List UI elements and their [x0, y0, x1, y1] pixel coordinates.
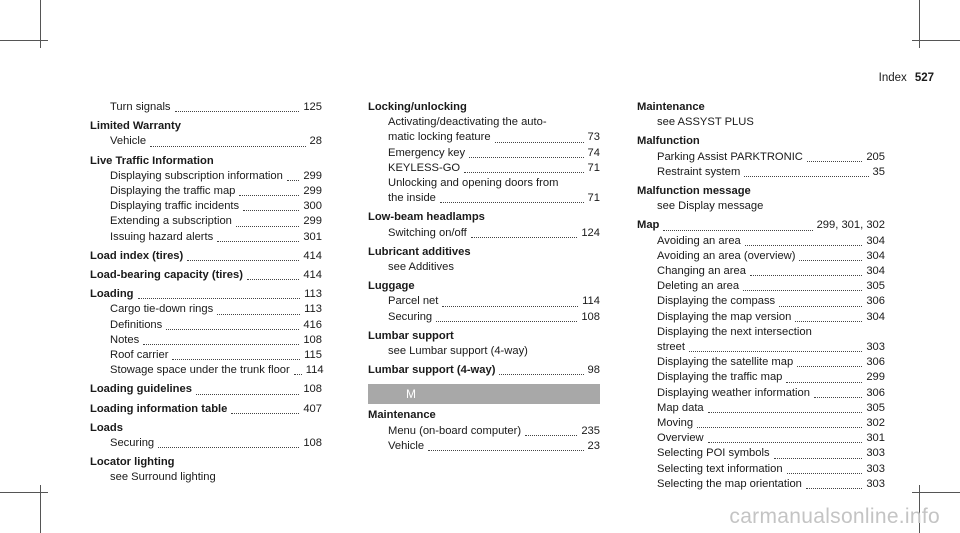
page-reference[interactable]: 301	[303, 230, 322, 243]
page-reference[interactable]: 108	[303, 383, 322, 396]
page-reference[interactable]: 108	[303, 333, 322, 346]
dot-leader	[708, 412, 863, 413]
index-subentry[interactable]	[90, 134, 322, 149]
entry-text: Securing	[388, 310, 433, 323]
page-reference[interactable]: 303	[866, 462, 885, 475]
crop-mark	[912, 492, 960, 493]
page-reference[interactable]: 304	[866, 310, 885, 323]
entry-text: Displaying the satellite map	[657, 356, 794, 369]
entry-text: Changing an area	[657, 265, 746, 278]
entry-text: Activating/deactivating the auto-	[388, 116, 547, 129]
page-reference[interactable]: 108	[581, 310, 600, 323]
entry-text: Vehicle	[110, 135, 147, 148]
index-entry[interactable]	[637, 218, 885, 233]
page-reference[interactable]: 407	[303, 402, 322, 415]
index-entry[interactable]	[90, 402, 322, 417]
page-reference[interactable]: 301	[866, 432, 885, 445]
entry-text: KEYLESS-GO	[388, 161, 461, 174]
dot-leader	[743, 290, 862, 291]
index-subentry[interactable]	[368, 161, 600, 176]
crop-mark	[0, 492, 48, 493]
index-subentry[interactable]	[637, 370, 885, 385]
dot-leader	[787, 473, 863, 474]
page-reference[interactable]: 98	[587, 364, 600, 377]
index-subentry[interactable]	[368, 260, 600, 275]
index-column-3	[637, 100, 885, 492]
index-subentry[interactable]	[637, 355, 885, 370]
dot-leader	[187, 260, 299, 261]
dot-leader	[499, 374, 583, 375]
index-subentry[interactable]	[90, 363, 322, 378]
dot-leader	[175, 111, 300, 112]
index-subentry[interactable]	[637, 325, 885, 340]
watermark: carmanualsonline.info	[729, 505, 940, 528]
dot-leader	[495, 142, 584, 143]
index-subentry[interactable]	[90, 436, 322, 451]
entry-text: Malfunction message	[637, 185, 751, 198]
page-reference[interactable]: 300	[303, 200, 322, 213]
index-entry[interactable]	[637, 184, 885, 199]
entry-text: Stowage space under the trunk floor	[110, 364, 290, 377]
entry-text: Displaying the next intersection	[657, 325, 812, 338]
dot-leader	[797, 366, 862, 367]
section-label: Index	[878, 72, 907, 84]
entry-text: Issuing hazard alerts	[110, 230, 214, 243]
page-reference[interactable]: 306	[866, 386, 885, 399]
dot-leader	[708, 442, 863, 443]
entry-text: Locator lighting	[90, 456, 175, 469]
entry-text: see Surround lighting	[110, 471, 216, 484]
index-subentry[interactable]	[637, 446, 885, 461]
index-subentry[interactable]	[637, 401, 885, 416]
index-entry[interactable]	[368, 279, 600, 294]
dot-leader	[158, 447, 299, 448]
index-subentry[interactable]	[637, 279, 885, 294]
page-reference[interactable]: 416	[303, 318, 322, 331]
entry-text: Load-bearing capacity (tires)	[90, 269, 243, 282]
dot-leader	[440, 202, 584, 203]
entry-text: Loads	[90, 421, 123, 434]
index-subentry[interactable]	[90, 169, 322, 184]
page-reference[interactable]: 304	[866, 234, 885, 247]
page-reference[interactable]: 23	[587, 439, 600, 452]
crop-mark	[0, 40, 48, 41]
index-subentry[interactable]	[90, 184, 322, 199]
entry-text: Securing	[110, 437, 155, 450]
entry-text: Selecting text information	[657, 462, 783, 475]
page-reference[interactable]: 302	[866, 417, 885, 430]
entry-text: Avoiding an area	[657, 234, 741, 247]
page-reference[interactable]: 303	[866, 341, 885, 354]
entry-text: see Display message	[657, 200, 764, 213]
index-entry[interactable]	[368, 210, 600, 225]
page-reference[interactable]: 303	[866, 477, 885, 490]
entry-text: Switching on/off	[388, 226, 467, 239]
entry-text: Displaying weather information	[657, 386, 810, 399]
entry-text: see Additives	[388, 261, 454, 274]
entry-text: Selecting the map orientation	[657, 477, 802, 490]
entry-text: Selecting POI symbols	[657, 447, 770, 460]
page-reference[interactable]: 305	[866, 401, 885, 414]
entry-text: Definitions	[110, 318, 163, 331]
entry-text: Map data	[657, 401, 704, 414]
index-entry[interactable]	[90, 119, 322, 134]
index-subentry[interactable]	[637, 199, 885, 214]
entry-text: Displaying the traffic map	[110, 185, 236, 198]
page-reference[interactable]: 124	[581, 226, 600, 239]
dot-leader	[806, 488, 862, 489]
entry-text: Loading information table	[90, 402, 228, 415]
entry-text: Deleting an area	[657, 280, 740, 293]
entry-text: Maintenance	[368, 409, 436, 422]
entry-text: Low-beam headlamps	[368, 211, 485, 224]
entry-text: Avoiding an area (overview)	[657, 249, 796, 262]
entry-text: Overview	[657, 432, 704, 445]
entry-text: Vehicle	[388, 439, 425, 452]
index-subentry[interactable]	[368, 294, 600, 309]
dot-leader	[799, 260, 862, 261]
dot-leader	[814, 397, 862, 398]
entry-text: matic locking feature	[388, 131, 491, 144]
index-subentry[interactable]	[90, 302, 322, 317]
entry-text: Cargo tie-down rings	[110, 303, 214, 316]
index-subentry[interactable]	[368, 344, 600, 359]
dot-leader	[697, 427, 862, 428]
entry-text: Loading	[90, 288, 134, 301]
entry-text: Moving	[657, 417, 694, 430]
entry-text: Emergency key	[388, 146, 466, 159]
entry-text: Turn signals	[110, 101, 171, 113]
index-subentry[interactable]	[90, 318, 322, 333]
dot-leader	[287, 180, 299, 181]
dot-leader	[294, 374, 302, 375]
dot-leader	[525, 435, 577, 436]
entry-text: Roof carrier	[110, 349, 169, 362]
dot-leader	[239, 195, 299, 196]
page-reference[interactable]: 299	[866, 371, 885, 384]
dot-leader	[231, 413, 299, 414]
section-letter-bar: M	[368, 384, 600, 404]
entry-text: Locking/unlocking	[368, 101, 467, 113]
page-reference[interactable]: 304	[866, 265, 885, 278]
page-reference[interactable]: 303	[866, 447, 885, 460]
page-reference[interactable]: 74	[587, 146, 600, 159]
index-column-2	[368, 100, 600, 454]
dot-leader	[243, 210, 299, 211]
index-subentry[interactable]	[637, 264, 885, 279]
page-reference[interactable]: 205	[866, 150, 885, 163]
entry-text: see ASSYST PLUS	[657, 116, 754, 129]
index-entry[interactable]	[90, 249, 322, 264]
entry-text: Unlocking and opening doors from	[388, 177, 559, 190]
index-subentry[interactable]	[368, 130, 600, 145]
entry-text: Lubricant additives	[368, 245, 471, 258]
entry-text: Luggage	[368, 280, 415, 293]
index-subentry[interactable]	[90, 199, 322, 214]
dot-leader	[471, 237, 578, 238]
index-entry[interactable]	[368, 100, 600, 115]
index-subentry[interactable]	[637, 477, 885, 492]
index-subentry[interactable]	[368, 146, 600, 161]
index-subentry[interactable]	[637, 234, 885, 249]
index-subentry[interactable]	[90, 214, 322, 229]
entry-text: Displaying the compass	[657, 295, 776, 308]
index-entry[interactable]	[637, 134, 885, 149]
index-subentry[interactable]	[368, 424, 600, 439]
entry-text: Extending a subscription	[110, 215, 232, 228]
dot-leader	[217, 314, 300, 315]
index-subentry[interactable]	[637, 150, 885, 165]
index-subentry[interactable]	[90, 470, 322, 485]
index-entry[interactable]	[90, 287, 322, 302]
dot-leader	[428, 450, 583, 451]
dot-leader	[779, 306, 862, 307]
entry-text: Map	[637, 219, 660, 232]
dot-leader	[689, 351, 862, 352]
entry-text: see Lumbar support (4-way)	[388, 345, 528, 358]
page-reference[interactable]: 73	[587, 131, 600, 144]
dot-leader	[744, 176, 868, 177]
page-reference[interactable]: 108	[303, 437, 322, 450]
dot-leader	[807, 161, 862, 162]
index-subentry[interactable]	[637, 294, 885, 309]
index-subentry[interactable]	[90, 230, 322, 245]
crop-mark	[912, 40, 960, 41]
dot-leader	[166, 329, 299, 330]
page-reference[interactable]: 299, 301, 302	[816, 219, 885, 232]
entry-text: Lumbar support	[368, 329, 454, 342]
index-entry[interactable]	[90, 268, 322, 283]
index-subentry[interactable]	[368, 191, 600, 206]
index-subentry[interactable]	[637, 340, 885, 355]
page-reference[interactable]: 299	[303, 215, 322, 228]
entry-text: Displaying the map version	[657, 310, 792, 323]
index-subentry[interactable]	[90, 348, 322, 363]
page-reference[interactable]: 35	[872, 165, 885, 178]
index-entry[interactable]	[368, 245, 600, 260]
page-reference[interactable]: 28	[309, 135, 322, 148]
dot-leader	[774, 458, 863, 459]
entry-text: Malfunction	[637, 135, 700, 148]
index-entry[interactable]	[368, 408, 600, 423]
dot-leader	[795, 321, 862, 322]
entry-text: Limited Warranty	[90, 120, 181, 133]
index-subentry[interactable]	[637, 249, 885, 264]
index-entry[interactable]	[368, 363, 600, 378]
dot-leader	[247, 279, 299, 280]
index-subentry[interactable]	[368, 310, 600, 325]
index-subentry[interactable]	[637, 115, 885, 130]
entry-text: Displaying the traffic map	[657, 371, 783, 384]
page-reference[interactable]: 306	[866, 295, 885, 308]
page-reference[interactable]: 304	[866, 249, 885, 262]
entry-text: Menu (on-board computer)	[388, 424, 522, 437]
dot-leader	[442, 306, 578, 307]
index-subentry[interactable]	[637, 462, 885, 477]
page-reference[interactable]: 113	[304, 288, 322, 301]
entry-text: Displaying subscription information	[110, 169, 283, 182]
index-subentry[interactable]	[368, 176, 600, 191]
entry-text: Live Traffic Information	[90, 154, 214, 167]
dot-leader	[436, 321, 577, 322]
index-subentry[interactable]	[637, 310, 885, 325]
page-reference[interactable]: 114	[305, 364, 324, 377]
entry-text: Loading guidelines	[90, 383, 192, 396]
page-number: 527	[914, 72, 934, 84]
entry-text: Load index (tires)	[90, 249, 184, 262]
dot-leader	[750, 275, 862, 276]
page-reference[interactable]: 115	[304, 349, 322, 362]
index-subentry[interactable]	[368, 439, 600, 454]
index-subentry[interactable]	[90, 100, 322, 115]
entry-text: Maintenance	[637, 101, 705, 113]
index-entry[interactable]	[90, 382, 322, 397]
page-reference[interactable]: 414	[303, 269, 322, 282]
page-reference[interactable]: 71	[587, 192, 600, 205]
dot-leader	[469, 157, 583, 158]
index-column-1	[90, 100, 322, 486]
entry-text: the inside	[388, 192, 436, 205]
page-reference[interactable]: 299	[303, 185, 322, 198]
page-reference[interactable]: 235	[581, 424, 600, 437]
dot-leader	[786, 382, 862, 383]
dot-leader	[172, 359, 300, 360]
entry-text: Parcel net	[388, 295, 439, 308]
dot-leader	[663, 230, 812, 231]
index-entry[interactable]	[368, 329, 600, 344]
dot-leader	[143, 344, 299, 345]
index-subentry[interactable]	[637, 386, 885, 401]
dot-leader	[196, 394, 299, 395]
index-subentry[interactable]	[90, 333, 322, 348]
page-reference[interactable]: 306	[866, 356, 885, 369]
page-header	[879, 72, 934, 84]
index-entry[interactable]	[90, 455, 322, 470]
index-subentry[interactable]	[368, 115, 600, 130]
page-reference[interactable]: 299	[303, 169, 322, 182]
index-entry[interactable]	[637, 100, 885, 115]
dot-leader	[150, 146, 305, 147]
entry-text: Restraint system	[657, 165, 741, 178]
page-reference[interactable]: 125	[303, 101, 322, 113]
dot-leader	[236, 226, 299, 227]
entry-text: street	[657, 341, 685, 354]
entry-text: Lumbar support (4-way)	[368, 364, 496, 377]
index-subentry[interactable]	[637, 165, 885, 180]
dot-leader	[745, 245, 863, 246]
dot-leader	[217, 241, 299, 242]
page-reference[interactable]: 114	[582, 295, 600, 308]
dot-leader	[464, 172, 583, 173]
index-subentry[interactable]	[368, 226, 600, 241]
index-subentry[interactable]	[637, 431, 885, 446]
index-entry[interactable]	[90, 421, 322, 436]
page-reference[interactable]: 305	[866, 280, 885, 293]
index-entry[interactable]	[90, 154, 322, 169]
entry-text: Notes	[110, 333, 140, 346]
page-reference[interactable]: 113	[304, 303, 322, 316]
entry-text: Parking Assist PARKTRONIC	[657, 150, 803, 163]
page-reference[interactable]: 414	[303, 249, 322, 262]
entry-text: Displaying traffic incidents	[110, 200, 240, 213]
page-reference[interactable]: 71	[587, 161, 600, 174]
dot-leader	[138, 298, 301, 299]
index-subentry[interactable]	[637, 416, 885, 431]
